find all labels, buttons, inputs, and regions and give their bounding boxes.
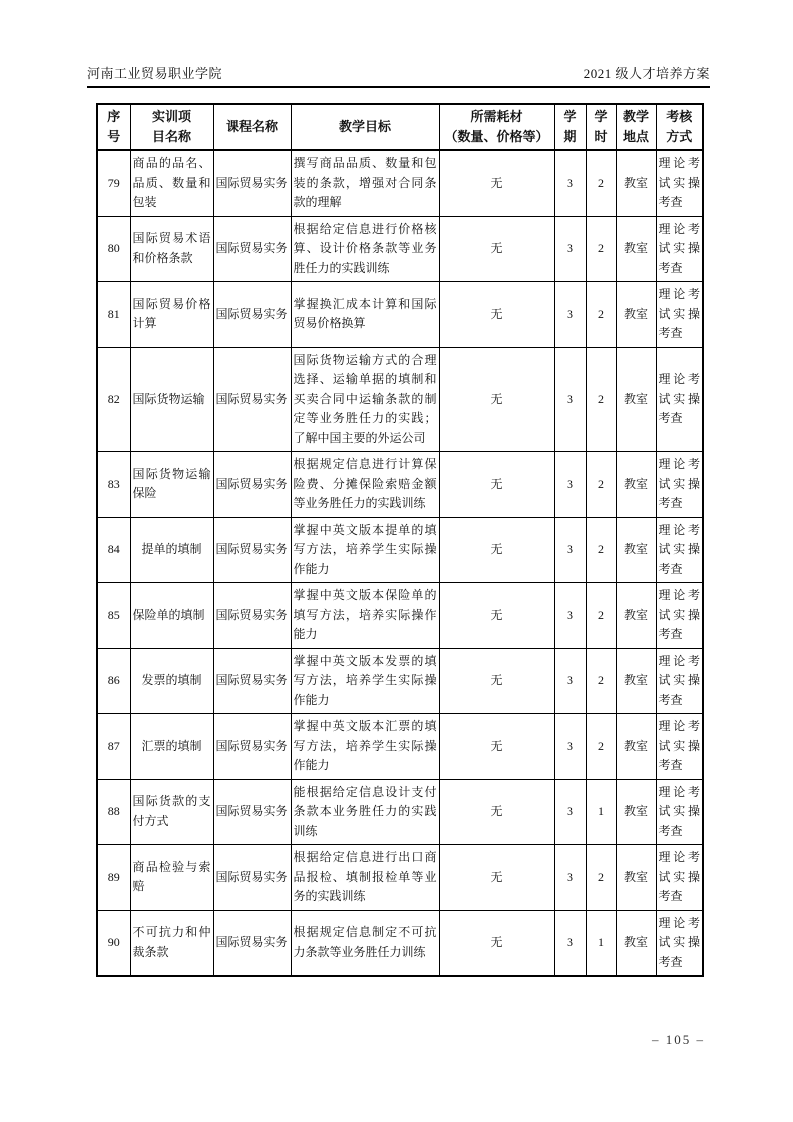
table-row — [97, 910, 703, 976]
cell-materials: 无 — [439, 150, 554, 216]
column-header-label: 地点 — [622, 129, 649, 144]
cell-seq: 82 — [97, 347, 130, 452]
cell-course: 国际贸易实务 — [213, 517, 291, 583]
cell-goal: 掌握中英文版本保险单的填写方法，培养实际操作能力 — [291, 583, 439, 649]
column-header-course — [213, 104, 291, 150]
cell-semester: 3 — [554, 583, 586, 649]
cell-assessment: 理论考试实操考查 — [656, 216, 703, 282]
cell-location: 教室 — [616, 845, 656, 911]
column-header-label: 学 — [594, 109, 608, 124]
column-header-label: 所需耗材 — [470, 109, 523, 124]
header-school-name: 河南工业贸易职业学院 — [87, 66, 223, 81]
cell-hours: 1 — [586, 910, 616, 976]
cell-project: 国际货物运输保险 — [130, 452, 213, 518]
cell-semester: 3 — [554, 517, 586, 583]
cell-goal: 掌握中英文版本汇票的填写方法，培养学生实际操作能力 — [291, 714, 439, 780]
cell-course: 国际贸易实务 — [213, 714, 291, 780]
cell-materials: 无 — [439, 779, 554, 845]
cell-course: 国际贸易实务 — [213, 779, 291, 845]
cell-hours: 2 — [586, 714, 616, 780]
training-projects-table — [96, 103, 704, 977]
cell-assessment: 理论考试实操考查 — [656, 910, 703, 976]
column-header-label: 序 — [107, 109, 121, 124]
cell-assessment: 理论考试实操考查 — [656, 648, 703, 714]
table-row — [97, 583, 703, 649]
table-row — [97, 282, 703, 348]
table-header-row — [97, 104, 703, 150]
cell-project: 保险单的填制 — [130, 583, 213, 649]
cell-seq: 79 — [97, 150, 130, 216]
cell-project: 发票的填制 — [130, 648, 213, 714]
cell-hours: 2 — [586, 452, 616, 518]
cell-goal: 撰写商品品质、数量和包装的条款，增强对合同条款的理解 — [291, 150, 439, 216]
column-header-label: 教学 — [622, 109, 649, 124]
cell-course: 国际贸易实务 — [213, 216, 291, 282]
cell-location: 教室 — [616, 347, 656, 452]
cell-hours: 2 — [586, 583, 616, 649]
cell-semester: 3 — [554, 648, 586, 714]
table-row — [97, 648, 703, 714]
cell-course: 国际贸易实务 — [213, 845, 291, 911]
cell-project: 提单的填制 — [130, 517, 213, 583]
column-header-project — [130, 104, 213, 150]
cell-location: 教室 — [616, 779, 656, 845]
cell-semester: 3 — [554, 910, 586, 976]
cell-project: 国际贸易价格计算 — [130, 282, 213, 348]
cell-goal: 掌握中英文版本提单的填写方法，培养学生实际操作能力 — [291, 517, 439, 583]
cell-semester: 3 — [554, 714, 586, 780]
cell-project: 国际货款的支付方式 — [130, 779, 213, 845]
cell-materials: 无 — [439, 648, 554, 714]
table-row — [97, 845, 703, 911]
column-header-seq — [97, 104, 130, 150]
column-header-label: 实训项 — [151, 109, 191, 124]
cell-hours: 2 — [586, 517, 616, 583]
table-row — [97, 216, 703, 282]
table-row — [97, 452, 703, 518]
table-row — [97, 714, 703, 780]
cell-materials: 无 — [439, 714, 554, 780]
cell-location: 教室 — [616, 216, 656, 282]
cell-course: 国际贸易实务 — [213, 452, 291, 518]
column-header-semester — [554, 104, 586, 150]
cell-materials: 无 — [439, 347, 554, 452]
header-rule — [87, 86, 710, 88]
cell-goal: 根据给定信息进行价格核算、设计价格条款等业务胜任力的实践训练 — [291, 216, 439, 282]
page-number: – 105 – — [652, 1032, 705, 1047]
cell-project: 国际贸易术语和价格条款 — [130, 216, 213, 282]
cell-hours: 2 — [586, 648, 616, 714]
cell-seq: 87 — [97, 714, 130, 780]
cell-materials: 无 — [439, 845, 554, 911]
cell-seq: 86 — [97, 648, 130, 714]
cell-assessment: 理论考试实操考查 — [656, 845, 703, 911]
cell-assessment: 理论考试实操考查 — [656, 452, 703, 518]
cell-semester: 3 — [554, 150, 586, 216]
cell-assessment: 理论考试实操考查 — [656, 282, 703, 348]
cell-location: 教室 — [616, 452, 656, 518]
cell-project: 国际货物运输 — [130, 347, 213, 452]
cell-hours: 2 — [586, 150, 616, 216]
cell-location: 教室 — [616, 517, 656, 583]
column-header-hours — [586, 104, 616, 150]
table-row — [97, 779, 703, 845]
cell-seq: 85 — [97, 583, 130, 649]
column-header-label: 号 — [107, 129, 121, 144]
cell-hours: 2 — [586, 216, 616, 282]
cell-hours: 2 — [586, 845, 616, 911]
cell-course: 国际贸易实务 — [213, 150, 291, 216]
column-header-goal — [291, 104, 439, 150]
cell-seq: 88 — [97, 779, 130, 845]
cell-goal: 根据规定信息制定不可抗力条款等业务胜任力训练 — [291, 910, 439, 976]
column-header-label: 课程名称 — [225, 119, 278, 134]
cell-seq: 84 — [97, 517, 130, 583]
cell-hours: 2 — [586, 282, 616, 348]
cell-goal: 能根据给定信息设计支付条款本业务胜任力的实践训练 — [291, 779, 439, 845]
table-row — [97, 150, 703, 216]
column-header-location — [616, 104, 656, 150]
table-row — [97, 517, 703, 583]
column-header-label: 期 — [563, 129, 577, 144]
cell-location: 教室 — [616, 910, 656, 976]
cell-goal: 掌握中英文版本发票的填写方法，培养学生实际操作能力 — [291, 648, 439, 714]
cell-materials: 无 — [439, 517, 554, 583]
cell-semester: 3 — [554, 282, 586, 348]
cell-goal: 根据给定信息进行出口商品报检、填制报检单等业务的实践训练 — [291, 845, 439, 911]
cell-materials: 无 — [439, 282, 554, 348]
cell-materials: 无 — [439, 452, 554, 518]
column-header-label: 目名称 — [151, 129, 191, 144]
column-header-label: 时 — [594, 129, 608, 144]
cell-seq: 81 — [97, 282, 130, 348]
column-header-label: 考核 — [666, 109, 693, 124]
column-header-assessment — [656, 104, 703, 150]
cell-materials: 无 — [439, 216, 554, 282]
cell-location: 教室 — [616, 150, 656, 216]
cell-course: 国际贸易实务 — [213, 347, 291, 452]
cell-materials: 无 — [439, 583, 554, 649]
cell-assessment: 理论考试实操考查 — [656, 714, 703, 780]
cell-assessment: 理论考试实操考查 — [656, 517, 703, 583]
cell-seq: 80 — [97, 216, 130, 282]
cell-course: 国际贸易实务 — [213, 910, 291, 976]
cell-project: 商品检验与索赔 — [130, 845, 213, 911]
cell-course: 国际贸易实务 — [213, 648, 291, 714]
cell-course: 国际贸易实务 — [213, 583, 291, 649]
cell-goal: 国际货物运输方式的合理选择、运输单据的填制和买卖合同中运输条款的制定等业务胜任力的实践；了解中国主要的外运公司 — [291, 347, 439, 452]
cell-location: 教室 — [616, 714, 656, 780]
column-header-label: 方式 — [666, 129, 693, 144]
cell-project: 不可抗力和仲裁条款 — [130, 910, 213, 976]
cell-project: 商品的品名、品质、数量和包装 — [130, 150, 213, 216]
cell-semester: 3 — [554, 845, 586, 911]
cell-materials: 无 — [439, 910, 554, 976]
cell-hours: 2 — [586, 347, 616, 452]
cell-assessment: 理论考试实操考查 — [656, 347, 703, 452]
column-header-label: 学 — [563, 109, 577, 124]
cell-location: 教室 — [616, 282, 656, 348]
cell-goal: 掌握换汇成本计算和国际贸易价格换算 — [291, 282, 439, 348]
cell-semester: 3 — [554, 452, 586, 518]
cell-goal: 根据规定信息进行计算保险费、分摊保险索赔金额等业务胜任力的实践训练 — [291, 452, 439, 518]
header-plan-title: 2021 级人才培养方案 — [583, 66, 710, 81]
cell-assessment: 理论考试实操考查 — [656, 150, 703, 216]
cell-project: 汇票的填制 — [130, 714, 213, 780]
cell-location: 教室 — [616, 583, 656, 649]
cell-semester: 3 — [554, 216, 586, 282]
column-header-label: 教学目标 — [338, 119, 391, 134]
cell-assessment: 理论考试实操考查 — [656, 779, 703, 845]
table-row — [97, 347, 703, 452]
cell-seq: 83 — [97, 452, 130, 518]
column-header-materials — [439, 104, 554, 150]
cell-seq: 89 — [97, 845, 130, 911]
cell-assessment: 理论考试实操考查 — [656, 583, 703, 649]
cell-seq: 90 — [97, 910, 130, 976]
cell-hours: 1 — [586, 779, 616, 845]
column-header-label: （数量、价格等） — [444, 129, 549, 144]
cell-semester: 3 — [554, 347, 586, 452]
cell-course: 国际贸易实务 — [213, 282, 291, 348]
cell-semester: 3 — [554, 779, 586, 845]
cell-location: 教室 — [616, 648, 656, 714]
